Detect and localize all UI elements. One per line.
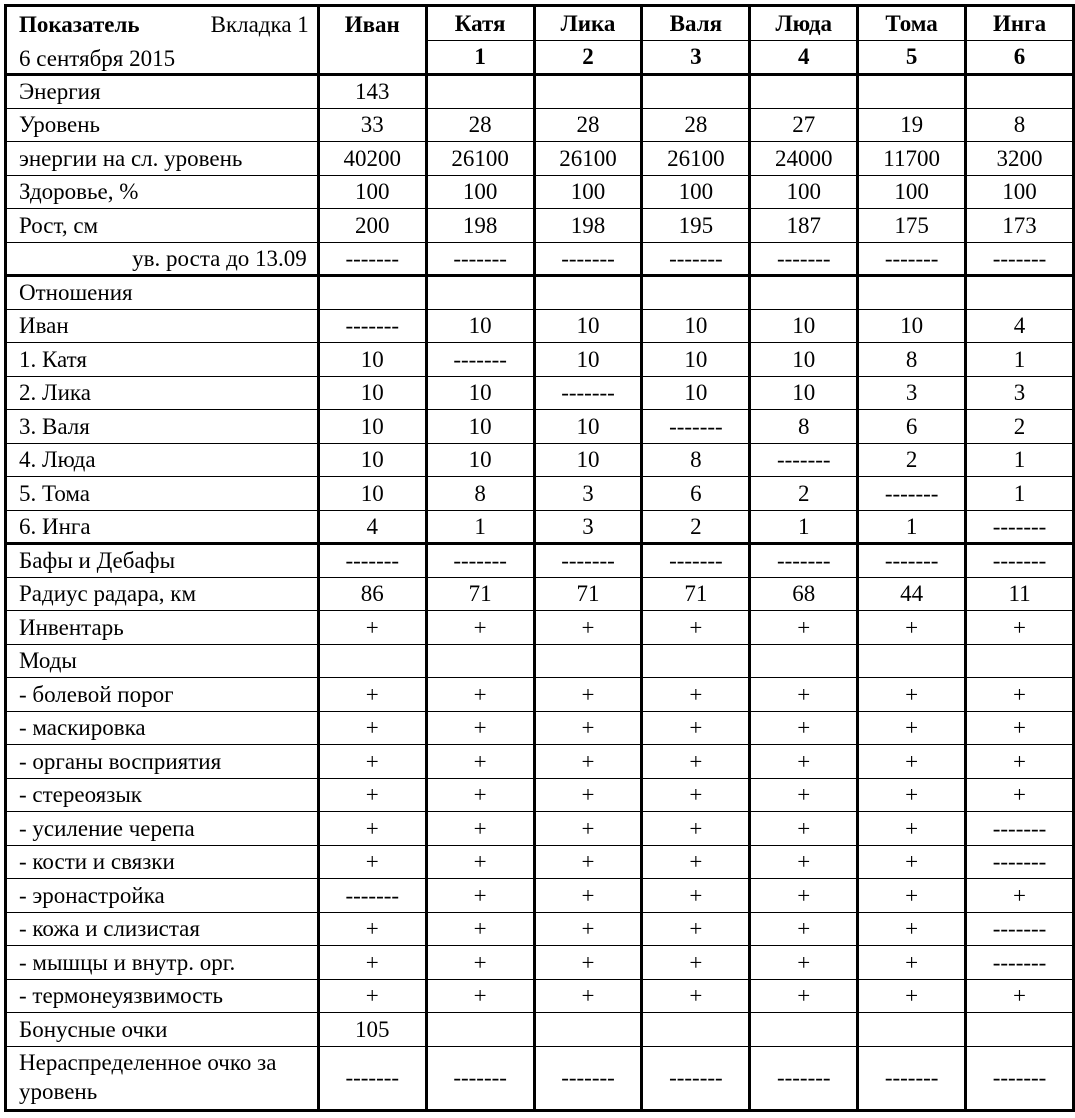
companion-value-cell: + bbox=[426, 711, 534, 745]
companion-value-cell: 1 bbox=[966, 443, 1074, 477]
player-value-cell: 10 bbox=[318, 410, 426, 444]
player-value-cell: 33 bbox=[318, 108, 426, 142]
companion-value-cell: + bbox=[426, 611, 534, 645]
player-value-cell: 10 bbox=[318, 343, 426, 377]
companion-value-cell: + bbox=[858, 778, 966, 812]
player-value-cell: + bbox=[318, 812, 426, 846]
companion-value-cell bbox=[750, 1013, 858, 1047]
companion-value-cell: 27 bbox=[750, 108, 858, 142]
header-companion-number: 4 bbox=[750, 40, 858, 75]
companion-value-cell: + bbox=[750, 912, 858, 946]
companion-value-cell: + bbox=[642, 979, 750, 1013]
companion-value-cell: 8 bbox=[966, 108, 1074, 142]
companion-value-cell bbox=[534, 1013, 642, 1047]
row-label: - болевой порог bbox=[6, 678, 319, 712]
companion-value-cell: + bbox=[642, 946, 750, 980]
companion-value-cell: 10 bbox=[750, 343, 858, 377]
companion-value-cell: + bbox=[534, 611, 642, 645]
row-label: Бафы и Дебафы bbox=[6, 544, 319, 578]
player-value-cell: 143 bbox=[318, 75, 426, 109]
row-label: - эронастройка bbox=[6, 879, 319, 913]
player-value-cell: + bbox=[318, 912, 426, 946]
companion-value-cell: + bbox=[750, 946, 858, 980]
player-value-cell: 10 bbox=[318, 477, 426, 511]
table-row bbox=[6, 343, 1074, 377]
companion-value-cell: 44 bbox=[858, 577, 966, 611]
row-label: - кости и связки bbox=[6, 845, 319, 879]
header-companion-name: Валя bbox=[642, 6, 750, 41]
companion-value-cell: + bbox=[750, 745, 858, 779]
companion-value-cell: 10 bbox=[426, 376, 534, 410]
player-value-cell bbox=[318, 644, 426, 678]
header-row-names bbox=[6, 6, 1074, 41]
companion-value-cell bbox=[750, 75, 858, 109]
companion-value-cell: 1 bbox=[750, 510, 858, 544]
companion-value-cell: 100 bbox=[858, 175, 966, 209]
table-row bbox=[6, 678, 1074, 712]
companion-value-cell: + bbox=[858, 678, 966, 712]
companion-value-cell: 2 bbox=[750, 477, 858, 511]
companion-value-cell: 26100 bbox=[642, 142, 750, 176]
row-label: - маскировка bbox=[6, 711, 319, 745]
companion-value-cell: 1 bbox=[966, 477, 1074, 511]
companion-value-cell: ------- bbox=[966, 1046, 1074, 1110]
row-label: Бонусные очки bbox=[6, 1013, 319, 1047]
companion-value-cell: 10 bbox=[426, 309, 534, 343]
companion-value-cell: 1 bbox=[426, 510, 534, 544]
companion-value-cell: 8 bbox=[426, 477, 534, 511]
header-label-cell bbox=[6, 6, 319, 75]
table-row bbox=[6, 510, 1074, 544]
companion-value-cell bbox=[858, 1013, 966, 1047]
table-row bbox=[6, 979, 1074, 1013]
table-row bbox=[6, 108, 1074, 142]
header-companion-number: 3 bbox=[642, 40, 750, 75]
companion-value-cell: 100 bbox=[750, 175, 858, 209]
player-value-cell: + bbox=[318, 678, 426, 712]
player-value-cell: ------- bbox=[318, 242, 426, 276]
table-row bbox=[6, 443, 1074, 477]
companion-value-cell: 28 bbox=[534, 108, 642, 142]
player-value-cell: 10 bbox=[318, 443, 426, 477]
companion-value-cell: ------- bbox=[858, 242, 966, 276]
companion-value-cell: 1 bbox=[966, 343, 1074, 377]
companion-value-cell: ------- bbox=[858, 1046, 966, 1110]
companion-value-cell: ------- bbox=[750, 1046, 858, 1110]
row-label: Рост, см bbox=[6, 209, 319, 243]
companion-value-cell: 11 bbox=[966, 577, 1074, 611]
companion-value-cell: 26100 bbox=[426, 142, 534, 176]
row-label: 4. Люда bbox=[6, 443, 319, 477]
companion-value-cell bbox=[750, 276, 858, 310]
companion-value-cell: + bbox=[858, 812, 966, 846]
row-label: 1. Катя bbox=[6, 343, 319, 377]
row-label: 5. Тома bbox=[6, 477, 319, 511]
row-label: Иван bbox=[6, 309, 319, 343]
companion-value-cell: + bbox=[534, 946, 642, 980]
companion-value-cell: + bbox=[642, 711, 750, 745]
companion-value-cell: + bbox=[642, 845, 750, 879]
player-value-cell: + bbox=[318, 745, 426, 779]
table-row bbox=[6, 477, 1074, 511]
player-value-cell: + bbox=[318, 778, 426, 812]
companion-value-cell: 3 bbox=[858, 376, 966, 410]
companion-value-cell: 3 bbox=[534, 510, 642, 544]
table-row bbox=[6, 711, 1074, 745]
companion-value-cell: + bbox=[966, 879, 1074, 913]
companion-value-cell: ------- bbox=[750, 443, 858, 477]
row-label: Здоровье, % bbox=[6, 175, 319, 209]
row-label: - стереоязык bbox=[6, 778, 319, 812]
companion-value-cell bbox=[426, 276, 534, 310]
companion-value-cell bbox=[966, 1013, 1074, 1047]
row-label: Моды bbox=[6, 644, 319, 678]
companion-value-cell: ------- bbox=[534, 544, 642, 578]
companion-value-cell: 2 bbox=[642, 510, 750, 544]
companion-value-cell: + bbox=[750, 979, 858, 1013]
companion-value-cell: + bbox=[642, 912, 750, 946]
companion-value-cell: + bbox=[642, 678, 750, 712]
table-row bbox=[6, 544, 1074, 578]
header-player-name: Иван bbox=[318, 6, 426, 75]
companion-value-cell: + bbox=[858, 946, 966, 980]
companion-value-cell: ------- bbox=[966, 845, 1074, 879]
companion-value-cell: 10 bbox=[426, 443, 534, 477]
companion-value-cell bbox=[966, 644, 1074, 678]
table-row bbox=[6, 611, 1074, 645]
player-value-cell: 10 bbox=[318, 376, 426, 410]
companion-value-cell: 100 bbox=[426, 175, 534, 209]
companion-value-cell: 10 bbox=[534, 443, 642, 477]
row-label: Радиус радара, км bbox=[6, 577, 319, 611]
companion-value-cell: ------- bbox=[966, 946, 1074, 980]
row-label: 6. Инга bbox=[6, 510, 319, 544]
companion-value-cell: ------- bbox=[966, 912, 1074, 946]
companion-value-cell: 28 bbox=[642, 108, 750, 142]
player-value-cell: + bbox=[318, 711, 426, 745]
companion-value-cell: 175 bbox=[858, 209, 966, 243]
player-value-cell: 100 bbox=[318, 175, 426, 209]
companion-value-cell bbox=[426, 644, 534, 678]
companion-value-cell: + bbox=[966, 611, 1074, 645]
companion-value-cell bbox=[426, 1013, 534, 1047]
companion-value-cell: 10 bbox=[642, 376, 750, 410]
companion-value-cell bbox=[966, 75, 1074, 109]
companion-value-cell: + bbox=[426, 946, 534, 980]
table-row bbox=[6, 276, 1074, 310]
table-row bbox=[6, 75, 1074, 109]
row-label: ув. роста до 13.09 bbox=[6, 242, 319, 276]
player-value-cell: 105 bbox=[318, 1013, 426, 1047]
companion-value-cell: 28 bbox=[426, 108, 534, 142]
player-value-cell: + bbox=[318, 845, 426, 879]
companion-value-cell: 11700 bbox=[858, 142, 966, 176]
companion-value-cell bbox=[534, 644, 642, 678]
companion-value-cell: 100 bbox=[966, 175, 1074, 209]
companion-value-cell: + bbox=[858, 879, 966, 913]
companion-value-cell: + bbox=[858, 845, 966, 879]
companion-value-cell bbox=[642, 1013, 750, 1047]
companion-value-cell: 2 bbox=[858, 443, 966, 477]
player-value-cell: ------- bbox=[318, 544, 426, 578]
companion-value-cell: 3200 bbox=[966, 142, 1074, 176]
companion-value-cell: + bbox=[966, 778, 1074, 812]
header-title: Показатель bbox=[19, 12, 140, 37]
companion-value-cell bbox=[642, 276, 750, 310]
companion-value-cell: ------- bbox=[426, 242, 534, 276]
header-companion-number: 1 bbox=[426, 40, 534, 75]
companion-value-cell bbox=[858, 276, 966, 310]
companion-value-cell: ------- bbox=[534, 376, 642, 410]
companion-value-cell: 8 bbox=[750, 410, 858, 444]
companion-value-cell: 10 bbox=[642, 343, 750, 377]
companion-value-cell: 8 bbox=[642, 443, 750, 477]
companion-value-cell: 26100 bbox=[534, 142, 642, 176]
companion-value-cell: 19 bbox=[858, 108, 966, 142]
player-value-cell: ------- bbox=[318, 309, 426, 343]
table-row bbox=[6, 376, 1074, 410]
companion-value-cell: ------- bbox=[858, 544, 966, 578]
companion-value-cell: ------- bbox=[966, 510, 1074, 544]
companion-value-cell: ------- bbox=[966, 242, 1074, 276]
companion-value-cell bbox=[534, 75, 642, 109]
companion-value-cell: + bbox=[534, 711, 642, 745]
companion-value-cell: + bbox=[858, 611, 966, 645]
companion-value-cell: 1 bbox=[858, 510, 966, 544]
row-label: Нераспределенное очко за уровень bbox=[6, 1046, 319, 1110]
companion-value-cell: + bbox=[642, 611, 750, 645]
companion-value-cell: + bbox=[534, 812, 642, 846]
companion-value-cell: 8 bbox=[858, 343, 966, 377]
companion-value-cell: + bbox=[750, 845, 858, 879]
companion-value-cell: 71 bbox=[534, 577, 642, 611]
stats-table-body bbox=[6, 6, 1074, 1111]
companion-value-cell: 3 bbox=[534, 477, 642, 511]
companion-value-cell bbox=[642, 644, 750, 678]
table-row bbox=[6, 175, 1074, 209]
table-row bbox=[6, 410, 1074, 444]
companion-value-cell: 10 bbox=[534, 410, 642, 444]
player-value-cell: + bbox=[318, 611, 426, 645]
companion-value-cell: + bbox=[426, 812, 534, 846]
player-value-cell: 86 bbox=[318, 577, 426, 611]
companion-value-cell bbox=[534, 276, 642, 310]
companion-value-cell: + bbox=[750, 611, 858, 645]
companion-value-cell: + bbox=[426, 678, 534, 712]
companion-value-cell: 198 bbox=[426, 209, 534, 243]
header-date: 6 сентября 2015 bbox=[19, 46, 176, 71]
companion-value-cell: 24000 bbox=[750, 142, 858, 176]
companion-value-cell: + bbox=[642, 879, 750, 913]
companion-value-cell: 10 bbox=[642, 309, 750, 343]
row-label: 3. Валя bbox=[6, 410, 319, 444]
player-value-cell bbox=[318, 276, 426, 310]
companion-value-cell: + bbox=[426, 979, 534, 1013]
companion-value-cell bbox=[858, 75, 966, 109]
companion-value-cell: + bbox=[750, 812, 858, 846]
companion-value-cell: 68 bbox=[750, 577, 858, 611]
companion-value-cell: 187 bbox=[750, 209, 858, 243]
companion-value-cell bbox=[426, 75, 534, 109]
row-label: - усиление черепа bbox=[6, 812, 319, 846]
companion-value-cell: + bbox=[642, 745, 750, 779]
companion-value-cell: 3 bbox=[966, 376, 1074, 410]
companion-value-cell: + bbox=[858, 745, 966, 779]
companion-value-cell: + bbox=[750, 778, 858, 812]
companion-value-cell: ------- bbox=[858, 477, 966, 511]
companion-value-cell: ------- bbox=[750, 544, 858, 578]
companion-value-cell: ------- bbox=[534, 1046, 642, 1110]
companion-value-cell: 198 bbox=[534, 209, 642, 243]
companion-value-cell: 6 bbox=[642, 477, 750, 511]
header-companion-name: Тома bbox=[858, 6, 966, 41]
row-label: 2. Лика bbox=[6, 376, 319, 410]
player-value-cell: + bbox=[318, 979, 426, 1013]
player-value-cell: 40200 bbox=[318, 142, 426, 176]
companion-value-cell: 195 bbox=[642, 209, 750, 243]
companion-value-cell: + bbox=[966, 678, 1074, 712]
row-label: энергии на сл. уровень bbox=[6, 142, 319, 176]
companion-value-cell: ------- bbox=[534, 242, 642, 276]
companion-value-cell: 100 bbox=[534, 175, 642, 209]
table-row bbox=[6, 946, 1074, 980]
companion-value-cell bbox=[642, 75, 750, 109]
header-companion-number: 2 bbox=[534, 40, 642, 75]
table-row bbox=[6, 142, 1074, 176]
companion-value-cell: ------- bbox=[642, 410, 750, 444]
companion-value-cell: + bbox=[966, 711, 1074, 745]
header-companion-name: Инга bbox=[966, 6, 1074, 41]
row-label: Уровень bbox=[6, 108, 319, 142]
row-label: Инвентарь bbox=[6, 611, 319, 645]
companion-value-cell: + bbox=[534, 979, 642, 1013]
header-companion-number: 6 bbox=[966, 40, 1074, 75]
companion-value-cell: ------- bbox=[426, 544, 534, 578]
row-label: - кожа и слизистая bbox=[6, 912, 319, 946]
companion-value-cell: ------- bbox=[750, 242, 858, 276]
companion-value-cell: + bbox=[966, 979, 1074, 1013]
player-value-cell: 200 bbox=[318, 209, 426, 243]
companion-value-cell: + bbox=[534, 778, 642, 812]
companion-value-cell: + bbox=[750, 678, 858, 712]
companion-value-cell: + bbox=[642, 812, 750, 846]
companion-value-cell: 10 bbox=[750, 309, 858, 343]
table-row bbox=[6, 912, 1074, 946]
companion-value-cell: 71 bbox=[642, 577, 750, 611]
companion-value-cell: 100 bbox=[642, 175, 750, 209]
companion-value-cell: ------- bbox=[426, 1046, 534, 1110]
companion-value-cell: ------- bbox=[966, 812, 1074, 846]
companion-value-cell bbox=[966, 276, 1074, 310]
row-label: - мышцы и внутр. орг. bbox=[6, 946, 319, 980]
companion-value-cell: + bbox=[642, 778, 750, 812]
row-label: - термонеуязвимость bbox=[6, 979, 319, 1013]
companion-value-cell: 6 bbox=[858, 410, 966, 444]
companion-value-cell: + bbox=[534, 845, 642, 879]
table-row bbox=[6, 309, 1074, 343]
header-companion-name: Лика bbox=[534, 6, 642, 41]
companion-value-cell: 10 bbox=[750, 376, 858, 410]
companion-value-cell: 2 bbox=[966, 410, 1074, 444]
header-companion-number: 5 bbox=[858, 40, 966, 75]
header-label-block bbox=[7, 7, 317, 73]
companion-value-cell: 10 bbox=[426, 410, 534, 444]
companion-value-cell: 10 bbox=[534, 309, 642, 343]
header-companion-name: Люда bbox=[750, 6, 858, 41]
companion-value-cell: + bbox=[750, 879, 858, 913]
header-companion-name: Катя bbox=[426, 6, 534, 41]
companion-value-cell: + bbox=[426, 912, 534, 946]
companion-value-cell: 4 bbox=[966, 309, 1074, 343]
table-row bbox=[6, 1013, 1074, 1047]
companion-value-cell: + bbox=[750, 711, 858, 745]
header-tab: Вкладка 1 bbox=[210, 12, 309, 37]
table-row bbox=[6, 209, 1074, 243]
table-row bbox=[6, 1046, 1074, 1110]
row-label: Энергия bbox=[6, 75, 319, 109]
companion-value-cell: ------- bbox=[642, 242, 750, 276]
companion-value-cell: ------- bbox=[642, 544, 750, 578]
stats-table bbox=[4, 4, 1075, 1112]
companion-value-cell bbox=[750, 644, 858, 678]
player-value-cell: ------- bbox=[318, 879, 426, 913]
companion-value-cell: + bbox=[426, 845, 534, 879]
table-row bbox=[6, 745, 1074, 779]
player-value-cell: + bbox=[318, 946, 426, 980]
companion-value-cell: + bbox=[966, 745, 1074, 779]
companion-value-cell: + bbox=[426, 745, 534, 779]
companion-value-cell: + bbox=[534, 745, 642, 779]
companion-value-cell: + bbox=[858, 912, 966, 946]
companion-value-cell: 173 bbox=[966, 209, 1074, 243]
companion-value-cell: + bbox=[858, 979, 966, 1013]
table-row bbox=[6, 644, 1074, 678]
companion-value-cell: ------- bbox=[642, 1046, 750, 1110]
table-row bbox=[6, 577, 1074, 611]
row-label: Отношения bbox=[6, 276, 319, 310]
companion-value-cell: ------- bbox=[426, 343, 534, 377]
companion-value-cell: + bbox=[426, 778, 534, 812]
companion-value-cell: + bbox=[534, 912, 642, 946]
companion-value-cell: ------- bbox=[966, 544, 1074, 578]
player-value-cell: 4 bbox=[318, 510, 426, 544]
table-row bbox=[6, 812, 1074, 846]
table-row bbox=[6, 879, 1074, 913]
table-row bbox=[6, 845, 1074, 879]
companion-value-cell bbox=[858, 644, 966, 678]
table-row bbox=[6, 242, 1074, 276]
companion-value-cell: + bbox=[858, 711, 966, 745]
companion-value-cell: 71 bbox=[426, 577, 534, 611]
companion-value-cell: + bbox=[426, 879, 534, 913]
companion-value-cell: + bbox=[534, 678, 642, 712]
companion-value-cell: 10 bbox=[858, 309, 966, 343]
companion-value-cell: 10 bbox=[534, 343, 642, 377]
table-row bbox=[6, 778, 1074, 812]
row-label: - органы восприятия bbox=[6, 745, 319, 779]
player-value-cell: ------- bbox=[318, 1046, 426, 1110]
companion-value-cell: + bbox=[534, 879, 642, 913]
